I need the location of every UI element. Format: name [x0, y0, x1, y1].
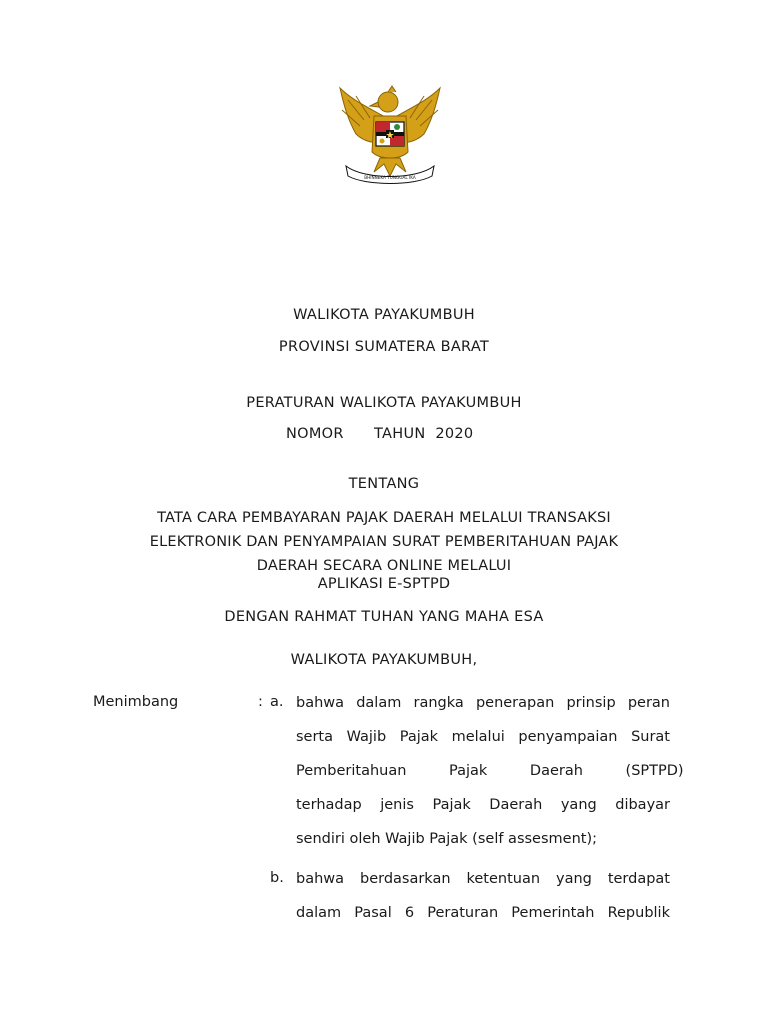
emblem-motto: BHINNEKA TUNGGAL IKA — [364, 175, 416, 180]
considering-colon: : — [258, 694, 263, 710]
paragraph-line: terhadap jenis Pajak Daerah yang dibayar — [296, 797, 670, 813]
garuda-emblem-icon — [334, 80, 446, 188]
paragraph-line: bahwa dalam rangka penerapan prinsip peran — [296, 695, 670, 711]
regulation-number-label: NOMOR — [286, 426, 344, 442]
paragraph-line: dalam Pasal 6 Peraturan Pemerintah Republik — [296, 905, 670, 921]
regent-title: WALIKOTA PAYAKUMBUH — [293, 307, 475, 323]
about-label: TENTANG — [348, 476, 420, 492]
title-line: APLIKASI E-SPTPD — [317, 576, 451, 592]
paragraph-line: Pemberitahuan Pajak Daerah (SPTPD) — [296, 763, 684, 779]
regulation-name: PERATURAN WALIKOTA PAYAKUMBUH — [246, 395, 522, 411]
regulation-title — [100, 505, 668, 597]
item-marker-b: b. — [270, 870, 284, 886]
considering-item-a — [296, 686, 684, 856]
paragraph-line: sendiri oleh Wajib Pajak (self assesment); — [296, 831, 597, 847]
title-line: DAERAH SECARA ONLINE MELALUI — [256, 558, 512, 574]
issuer-line: WALIKOTA PAYAKUMBUH, — [290, 652, 478, 668]
paragraph-line: bahwa berdasarkan ketentuan yang terdapat — [296, 871, 670, 887]
title-line: TATA CARA PEMBAYARAN PAJAK DAERAH MELALUI TRANSAKSI — [157, 510, 611, 526]
considering-label: Menimbang — [93, 694, 179, 710]
blessing-line: DENGAN RAHMAT TUHAN YANG MAHA ESA — [224, 609, 544, 625]
province-title: PROVINSI SUMATERA BARAT — [278, 339, 490, 355]
title-line: ELEKTRONIK DAN PENYAMPAIAN SURAT PEMBERITAHUAN PAJAK — [149, 534, 619, 550]
item-marker-a: a. — [270, 694, 284, 710]
paragraph-line: serta Wajib Pajak melalui penyampaian Surat — [296, 729, 670, 745]
regulation-year: TAHUN 2020 — [374, 426, 474, 442]
considering-item-b — [296, 862, 670, 930]
